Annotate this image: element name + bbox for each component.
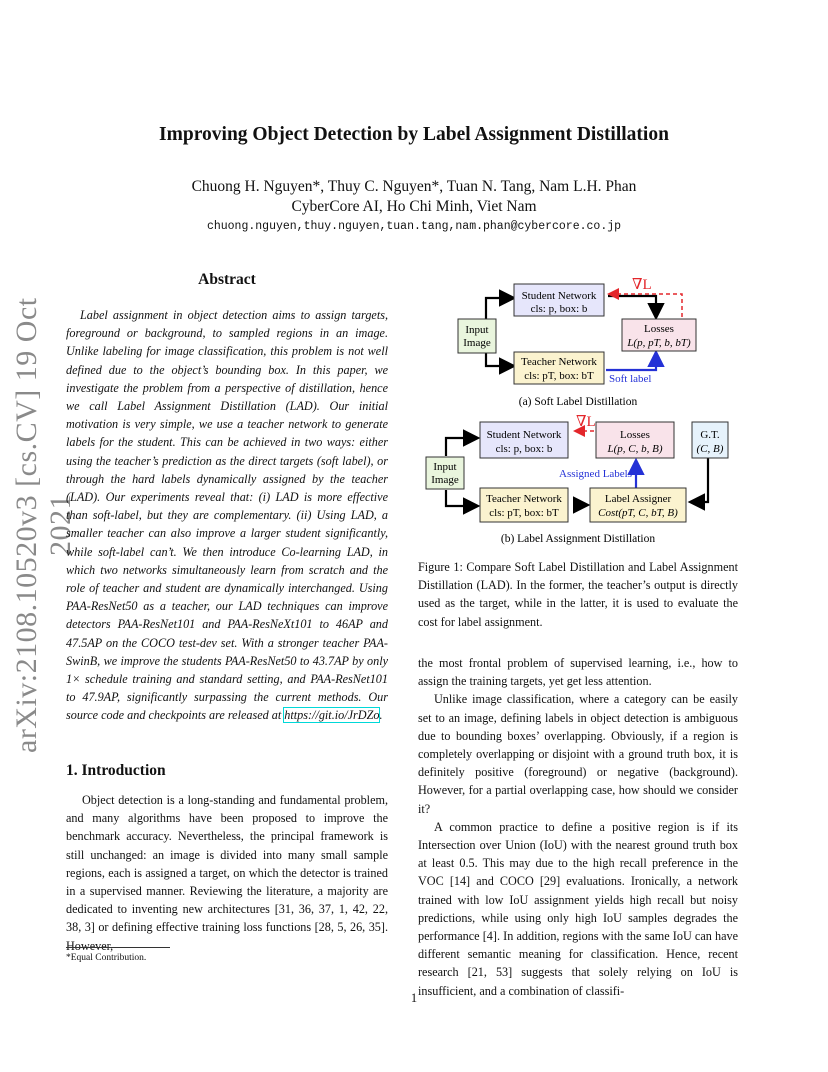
page-number: 1 — [410, 991, 418, 1005]
label-assigner-label: Label Assigner — [604, 493, 672, 505]
input-label: Input — [465, 324, 489, 336]
ground-truth-value: (C, B) — [696, 443, 724, 455]
abstract-end: . — [379, 708, 383, 723]
losses-formula: L(p, C, b, B) — [607, 443, 663, 455]
paragraph: Unlike image classification, where a category can be easily set to an image, defining labels in object detection is ambiguous due to bounding boxes’ overlapping. Obviously, if a region is completely overlapping or disjoint with a ground truth box, it is definitely positive (foreground) or negative (background). However, for a partial overlapping case, how should we consider it? — [418, 692, 738, 816]
soft-label-text: Soft label — [609, 373, 652, 385]
student-output: cls: p, box: b — [495, 443, 553, 455]
intro-paragraph: Object detection is a long-standing and fundamental problem, and many algorithms have been proposed to improve the benchmark accuracy. Nevertheless, the principal framework is still unchanged: an image is divided into many small sample regions, each is assigned a target, on which the detector is trained in a supervised manner. Reviewing the literature, a majority are dedicated to inventing new architectures [31, 36, 37, 1, 42, 22, 38, 3] or defining effective training loss functions [28, 5, 26, 35]. However, — [66, 793, 388, 953]
paragraph: the most frontal problem of supervised learning, i.e., how to assign the training targets, yet get less attention. — [418, 656, 738, 689]
gradient-label: ∇L — [632, 277, 652, 293]
ground-truth-label: G.T. — [700, 429, 720, 441]
input-label: Image — [463, 337, 491, 349]
abstract-heading: Abstract — [198, 271, 256, 288]
input-label: Input — [433, 461, 457, 473]
introduction-body — [66, 791, 388, 955]
figure-1 — [418, 276, 738, 550]
authors: Chuong H. Nguyen*, Thuy C. Nguyen*, Tuan N. Tang, Nam L.H. Phan — [191, 178, 637, 195]
student-label: Student Network — [486, 429, 562, 441]
paper-title: Improving Object Detection by Label Assignment Distillation — [159, 124, 669, 145]
abstract-body — [66, 306, 388, 725]
subfigure-b-caption: (b) Label Assignment Distillation — [500, 533, 656, 545]
section-heading-introduction: 1. Introduction — [66, 762, 166, 779]
affiliation: CyberCore AI, Ho Chi Minh, Viet Nam — [291, 198, 537, 215]
student-label: Student Network — [521, 290, 597, 302]
footnote: *Equal Contribution. — [66, 953, 147, 963]
right-column-body — [418, 654, 738, 1000]
figure-caption: Figure 1: Compare Soft Label Distillation and Label Assignment Distillation (LAD). In the former, the teacher’s output is directly used as the target, while in the latter, it is used to evaluate the cost for label assignment. — [418, 560, 738, 629]
diagram-soft-label — [458, 277, 696, 408]
student-output: cls: p, box: b — [530, 303, 588, 315]
arxiv-identifier: arXiv:2108.10520v3 [cs.CV] 19 Oct 2021 — [10, 297, 77, 753]
footnote-rule — [66, 947, 170, 948]
teacher-output: cls: pT, box: bT — [489, 507, 559, 519]
paragraph: A common practice to define a positive region is if its Intersection over Union (IoU) with the nearest ground truth box at least 0.5. This may due to the high recall preference in the VOC [14] and COCO [29] evaluations. Ironically, a network trained with low IoU assignment yields high recall but noisy predictions, while using only high IoU samples degrades the performance [4]. In addition, regions with the same IoU can have different semantic meaning for classification. Hence, recent research [21, 53] suggests that solely relying on IoU is insufficient, and a combination of classifi- — [418, 819, 738, 998]
teacher-label: Teacher Network — [486, 493, 562, 505]
losses-formula: L(p, pT, b, bT) — [627, 337, 691, 349]
diagram-label-assignment — [426, 414, 728, 545]
code-link[interactable]: https://git.io/JrDZo — [284, 708, 380, 723]
gradient-label: ∇L — [576, 414, 596, 430]
assigned-labels-text: Assigned Labels — [559, 468, 633, 480]
abstract-text: Label assignment in object detection aims to assign targets, foreground or background, to sampled regions in an image. Unlike labeling for image classification, this problem is not well defined due to the object’s bounding box. In this paper, we investigate the problem from a perspective of distillation, hence we call Label Assignment Distillation (LAD). Our initial motivation is very simple, we use a teacher network to generate labels for the student. This can be achieved in two ways: either using the teacher’s prediction as the direct targets (soft label), or through the hard labels dynamically assigned by the teacher (LAD). Our experiments reveal that: (i) LAD is more effective than soft-label, but they are complementary. (ii) Using LAD, a smaller teacher can also improve a larger student significantly, while soft-label can’t. We then introduce Co-learning LAD, in which two networks simultaneously learn from scratch and the role of teacher and student are dynamically interchanged. Using PAA-ResNet50 as a teacher, our LAD techniques can improve detectors PAA-ResNet101 and PAA-ResNeXt101 to 46AP and 47.5AP on the COCO test-dev set. With a stronger teacher PAA-SwinB, we improve the students PAA-ResNet50 to 43.7AP by only 1× schedule training and standard setting, and PAA-ResNet101 to 47.9AP, significantly surpassing the current methods. Our source code and checkpoints are released at — [66, 308, 388, 723]
teacher-output: cls: pT, box: bT — [524, 370, 594, 382]
author-emails: chuong.nguyen,thuy.nguyen,tuan.tang,nam.phan@cybercore.co.jp — [206, 220, 622, 233]
subfigure-a-caption: (a) Soft Label Distillation — [518, 396, 638, 408]
teacher-label: Teacher Network — [521, 356, 597, 368]
input-label: Image — [431, 474, 459, 486]
losses-label: Losses — [644, 323, 674, 335]
label-assigner-cost: Cost(pT, C, bT, B) — [598, 507, 678, 519]
losses-label: Losses — [620, 429, 650, 441]
